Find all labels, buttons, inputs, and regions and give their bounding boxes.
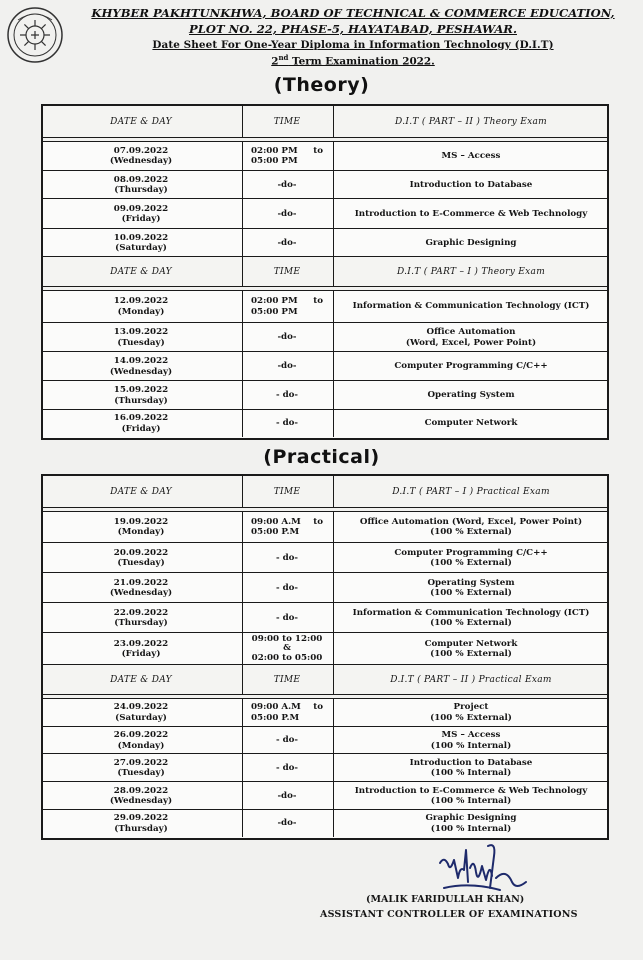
date-cell [43, 573, 239, 603]
date: 08.09.2022 [113, 174, 169, 185]
day: (Thursday) [114, 185, 168, 195]
date: 15.09.2022 [113, 385, 169, 395]
time-cell [242, 512, 331, 542]
date-cell [43, 199, 239, 229]
table-row [43, 322, 607, 352]
header-time: TIME [242, 106, 331, 138]
date: 26.09.2022 [113, 730, 169, 740]
table-row [43, 170, 607, 199]
subject: Office Automation (Word, Excel, Power Point) [359, 516, 583, 527]
subject-cell [333, 782, 608, 810]
time-end: 02:00 to 05:00 [251, 652, 323, 663]
date-cell [43, 142, 239, 170]
time-start: 02:00 PM [251, 145, 298, 156]
subject-cell: Operating System [333, 381, 608, 410]
subject: Operating System [427, 577, 515, 588]
time-cell: - do- [242, 410, 331, 437]
subject-cell [333, 573, 608, 603]
date-cell [43, 229, 239, 257]
header-exam: D.I.T ( PART – II ) Theory Exam [333, 106, 608, 138]
subject-cell [333, 699, 608, 726]
date-cell [43, 633, 239, 665]
time-end: 05:00 PM [251, 306, 298, 317]
signatory-name: (MALIK FARIDULLAH KHAN) [366, 894, 525, 905]
day: (Monday) [117, 740, 165, 751]
subject: MS – Access [441, 730, 501, 740]
date: 12.09.2022 [113, 296, 169, 306]
time-end: 05:00 P.M [251, 527, 300, 537]
subject-note: (100 % External) [430, 618, 512, 628]
subject-note: (100 % Internal) [430, 823, 512, 834]
time-cell: -do- [242, 810, 331, 837]
subject-cell: Information & Communication Technology (ICT) [333, 291, 608, 322]
date-cell [43, 352, 239, 381]
table-row [43, 228, 607, 257]
subject-cell: Introduction to Database [333, 171, 608, 199]
term-examination-text: Term Examination 2022. [288, 55, 435, 68]
practical-part2-header-row [43, 664, 607, 695]
header-exam: D.I.T ( PART – II ) Practical Exam [333, 665, 608, 695]
date-cell [43, 410, 239, 437]
time-cell: - do- [242, 727, 331, 754]
table-row [43, 809, 607, 837]
date-sheet-title: Date Sheet For One-Year Diploma in Information Technology (D.I.T) [152, 39, 554, 51]
board-name-line: KHYBER PAKHTUNKHWA, BOARD OF TECHNICAL & COMMERCE EDUCATION, [91, 6, 615, 20]
table-row [43, 699, 607, 726]
subject-cell [333, 603, 608, 633]
term-examination-line [70, 53, 636, 67]
day: (Saturday) [115, 712, 167, 723]
table-row [43, 542, 607, 573]
time-cell: -do- [242, 199, 331, 229]
table-row [43, 142, 607, 170]
date-cell [43, 171, 239, 199]
time-to: to [313, 702, 323, 712]
date: 07.09.2022 [113, 145, 169, 156]
subject-note: (100 % External) [430, 527, 512, 537]
time-cell [242, 699, 331, 726]
term-number: 2 [271, 55, 279, 68]
date-cell [43, 512, 239, 542]
day: (Friday) [121, 649, 161, 659]
table-row [43, 781, 607, 810]
time-cell: -do- [242, 352, 331, 381]
subject-cell: Computer Network [333, 410, 608, 437]
table-row [43, 198, 607, 229]
date-cell [43, 543, 239, 573]
day: (Tuesday) [117, 337, 165, 348]
time-cell: - do- [242, 573, 331, 603]
date-cell [43, 782, 239, 810]
header-exam: D.I.T ( PART – I ) Theory Exam [333, 257, 608, 287]
date: 21.09.2022 [113, 577, 169, 588]
time-cell [242, 291, 331, 322]
subject: Information & Communication Technology (ICT) [352, 607, 590, 618]
subject-cell [333, 727, 608, 754]
table-row [43, 380, 607, 410]
time-line-1 [251, 702, 323, 713]
theory-section-title: (Theory) [273, 74, 370, 96]
board-seal-logo [6, 4, 64, 66]
date: 20.09.2022 [113, 547, 169, 558]
subject-cell [333, 754, 608, 782]
date-cell [43, 323, 239, 352]
subject-cell: Computer Programming C/C++ [333, 352, 608, 381]
time-start: 02:00 PM [251, 296, 298, 306]
time-start: 09:00 A.M [251, 702, 301, 712]
day: (Tuesday) [117, 768, 165, 778]
board-address-line: PLOT NO. 22, PHASE-5, HAYATABAD, PESHAWAR. [189, 22, 517, 36]
day: (Monday) [117, 306, 165, 317]
day: (Thursday) [114, 823, 168, 834]
subject-note: (100 % Internal) [430, 796, 512, 806]
day: (Wednesday) [109, 796, 173, 806]
date: 14.09.2022 [113, 356, 169, 366]
subject: Introduction to Database [409, 757, 533, 768]
subject: Introduction to E-Commerce & Web Technology [354, 785, 588, 796]
day: (Friday) [121, 214, 161, 224]
day: (Tuesday) [117, 558, 165, 568]
subject-note: (100 % External) [430, 558, 512, 568]
subject-note: (Word, Excel, Power Point) [405, 337, 537, 348]
time-cell: -do- [242, 323, 331, 352]
time-cell [242, 633, 331, 665]
subject-cell [333, 512, 608, 542]
date: 24.09.2022 [113, 702, 169, 712]
table-row [43, 602, 607, 633]
header-time: TIME [242, 257, 331, 287]
time-start: 09:00 A.M [251, 516, 301, 527]
date-cell [43, 810, 239, 837]
date: 28.09.2022 [113, 785, 169, 796]
day: (Wednesday) [109, 156, 173, 166]
date: 27.09.2022 [113, 757, 169, 768]
day: (Thursday) [114, 395, 168, 406]
time-end: 05:00 PM [251, 156, 298, 166]
subject-cell: Introduction to E-Commerce & Web Technology [333, 199, 608, 229]
theory-part1-header-row [43, 256, 607, 287]
table-row [43, 572, 607, 603]
date-cell [43, 727, 239, 754]
time-cell: - do- [242, 543, 331, 573]
table-row [43, 512, 607, 542]
practical-table [41, 474, 609, 840]
header-date-day: DATE & DAY [110, 674, 172, 685]
theory-table [41, 104, 609, 440]
time-cell: - do- [242, 754, 331, 782]
table-row [43, 351, 607, 381]
header-time: TIME [242, 665, 331, 695]
table-row [43, 291, 607, 322]
date: 09.09.2022 [113, 203, 169, 214]
time-cell: -do- [242, 229, 331, 257]
practical-section-title: (Practical) [263, 446, 380, 468]
day: (Wednesday) [109, 366, 173, 377]
date-cell [43, 381, 239, 410]
header-date-day: DATE & DAY [110, 486, 172, 497]
time-line-1 [251, 296, 323, 307]
day: (Saturday) [115, 243, 167, 253]
time-line-1 [251, 146, 323, 157]
time-cell [242, 142, 331, 170]
day: (Thursday) [114, 618, 168, 628]
time-cell: - do- [242, 603, 331, 633]
header-time: TIME [242, 476, 331, 508]
date-cell [43, 754, 239, 782]
subject: Computer Programming C/C++ [394, 547, 548, 558]
table-row [43, 409, 607, 437]
table-row [43, 753, 607, 782]
time-start: 09:00 to 12:00 [251, 633, 323, 644]
time-to: to [313, 145, 323, 156]
subject-cell [333, 810, 608, 837]
date: 13.09.2022 [113, 327, 169, 337]
subject-note: (100 % Internal) [430, 740, 512, 751]
subject: Office Automation [426, 327, 516, 337]
date-cell [43, 291, 239, 322]
term-ordinal-suffix: nd [278, 53, 289, 62]
subject: Project [453, 702, 489, 712]
date-cell [43, 699, 239, 726]
subject: Computer Network [424, 638, 518, 649]
day: (Wednesday) [109, 588, 173, 598]
date: 19.09.2022 [113, 516, 169, 527]
date: 16.09.2022 [113, 413, 169, 423]
time-to: to [313, 296, 323, 306]
table-row [43, 632, 607, 665]
practical-part1-header-row [43, 476, 607, 508]
subject-cell [333, 633, 608, 665]
subject-cell [333, 543, 608, 573]
day: (Monday) [117, 527, 165, 537]
date: 23.09.2022 [113, 638, 169, 649]
subject-note: (100 % Internal) [430, 768, 512, 778]
signatory-title: ASSISTANT CONTROLLER OF EXAMINATIONS [320, 909, 578, 920]
table-row [43, 726, 607, 754]
subject-note: (100 % External) [430, 649, 512, 659]
time-cell: -do- [242, 782, 331, 810]
header-exam: D.I.T ( PART – I ) Practical Exam [333, 476, 608, 508]
header-date-day: DATE & DAY [110, 116, 172, 127]
date-cell [43, 603, 239, 633]
subject-note: (100 % External) [430, 588, 512, 598]
date: 29.09.2022 [113, 813, 169, 823]
theory-part2-header-row [43, 106, 607, 138]
day: (Friday) [121, 423, 161, 434]
subject-cell [333, 323, 608, 352]
time-and: & [283, 643, 291, 654]
date: 10.09.2022 [113, 232, 169, 243]
subject-note: (100 % External) [430, 712, 512, 723]
header-date-day: DATE & DAY [110, 266, 172, 277]
subject-cell: MS – Access [333, 142, 608, 170]
time-cell: - do- [242, 381, 331, 410]
time-end: 05:00 P.M [251, 712, 300, 723]
subject: Graphic Designing [425, 813, 517, 823]
time-line-1 [251, 517, 323, 528]
time-cell: -do- [242, 171, 331, 199]
time-to: to [313, 516, 323, 527]
subject-cell: Graphic Designing [333, 229, 608, 257]
date: 22.09.2022 [113, 607, 169, 618]
